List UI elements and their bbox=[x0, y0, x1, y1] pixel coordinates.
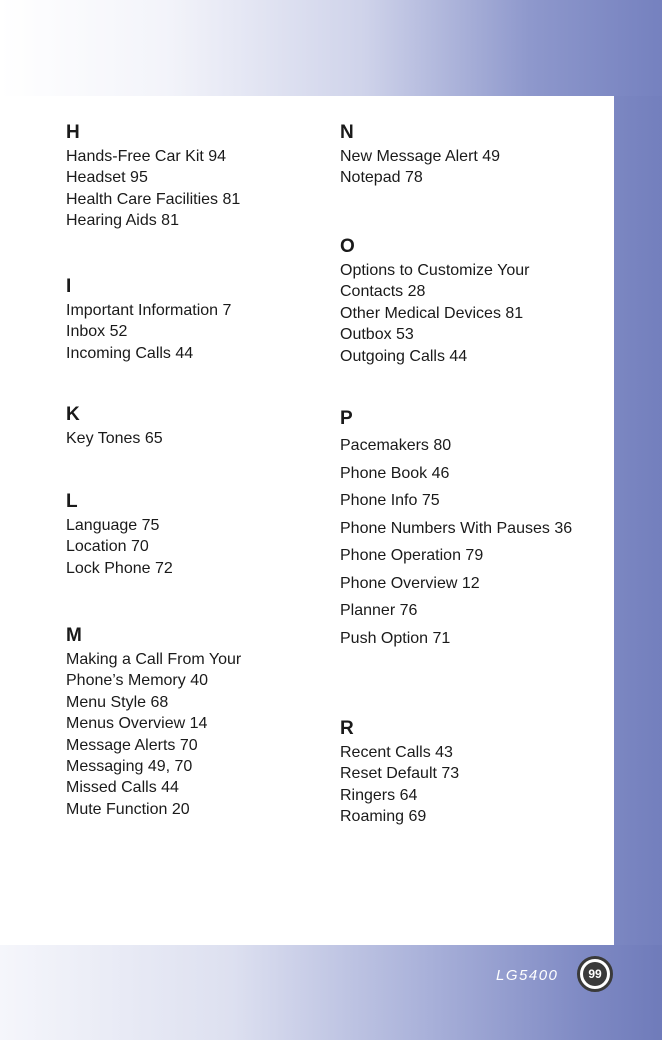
index-page-panel bbox=[0, 96, 614, 945]
index-entry: Missed Calls 44 bbox=[66, 779, 179, 797]
index-entry: Other Medical Devices 81 bbox=[340, 304, 524, 322]
index-entry: Outgoing Calls 44 bbox=[340, 347, 468, 365]
index-entry: Message Alerts 70 bbox=[66, 736, 198, 754]
page-number-badge bbox=[577, 956, 613, 992]
index-entry: Menus Overview 14 bbox=[66, 715, 208, 733]
index-entry: Important Information 7 bbox=[66, 302, 232, 319]
section-letter: M bbox=[66, 625, 82, 646]
index-section-l bbox=[66, 489, 336, 579]
index-entry: Language 75 bbox=[66, 517, 160, 534]
index-entry: Phone Overview 12 bbox=[340, 574, 480, 592]
index-entry: Inbox 52 bbox=[66, 323, 128, 341]
index-entry: Hands-Free Car Kit 94 bbox=[66, 148, 227, 165]
section-letter: R bbox=[340, 718, 354, 739]
index-entry: Outbox 53 bbox=[340, 326, 414, 344]
index-entry: Roaming 69 bbox=[340, 808, 427, 826]
index-entry: Messaging 49, 70 bbox=[66, 758, 193, 776]
index-section-i bbox=[66, 274, 336, 364]
index-entry: Headset 95 bbox=[66, 169, 148, 187]
index-section-m bbox=[66, 623, 336, 820]
index-entry: Hearing Aids 81 bbox=[66, 212, 179, 230]
index-section-k bbox=[66, 402, 336, 449]
index-entry: Phone Book 46 bbox=[340, 464, 450, 482]
section-letter: N bbox=[340, 122, 354, 143]
index-entry: Lock Phone 72 bbox=[66, 559, 173, 577]
section-letter: O bbox=[340, 236, 355, 257]
section-letter: L bbox=[66, 491, 78, 512]
index-entry: Health Care Facilities 81 bbox=[66, 190, 241, 208]
page-number: 99 bbox=[583, 962, 607, 986]
index-entry: Mute Function 20 bbox=[66, 800, 190, 818]
index-entry: Options to Customize Your Contacts 28 bbox=[340, 262, 530, 301]
index-entry: Phone Operation 79 bbox=[340, 547, 484, 564]
index-entry: Pacemakers 80 bbox=[340, 437, 452, 454]
index-entry: Incoming Calls 44 bbox=[66, 344, 194, 362]
section-letter: K bbox=[66, 404, 80, 425]
index-entry: Planner 76 bbox=[340, 602, 418, 619]
index-section-o bbox=[340, 234, 610, 367]
section-letter: I bbox=[66, 276, 72, 297]
index-entry: Push Option 71 bbox=[340, 629, 451, 647]
index-entry: Making a Call From Your Phone’s Memory 40 bbox=[66, 651, 242, 690]
index-entry: Phone Numbers With Pauses 36 bbox=[340, 519, 573, 537]
index-entry: Notepad 78 bbox=[340, 169, 423, 187]
bottom-decorative-band bbox=[0, 945, 662, 1040]
index-entry: Menu Style 68 bbox=[66, 693, 169, 711]
index-entry: Phone Info 75 bbox=[340, 492, 440, 509]
index-entry: Reset Default 73 bbox=[340, 765, 460, 783]
index-section-p bbox=[340, 406, 610, 652]
index-section-h bbox=[66, 120, 336, 232]
index-entry: Recent Calls 43 bbox=[340, 744, 453, 761]
section-letter: H bbox=[66, 122, 80, 143]
index-section-n bbox=[340, 120, 610, 189]
section-letter: P bbox=[340, 408, 353, 429]
index-section-r bbox=[340, 716, 610, 828]
index-entry: Ringers 64 bbox=[340, 786, 418, 804]
model-name: LG5400 bbox=[496, 967, 559, 984]
index-entry: Key Tones 65 bbox=[66, 430, 163, 447]
index-entry: Location 70 bbox=[66, 538, 149, 556]
index-entry: New Message Alert 49 bbox=[340, 148, 501, 165]
top-decorative-band bbox=[0, 0, 662, 96]
